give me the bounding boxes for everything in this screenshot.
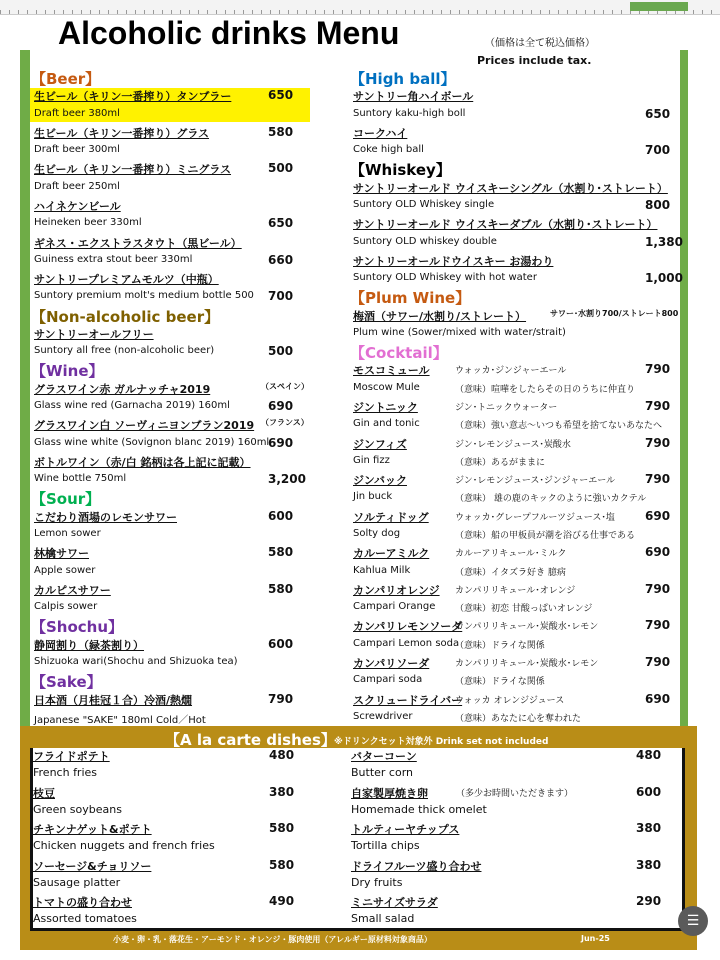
carte-left-dish-price: 580 xyxy=(269,821,295,835)
left-item-english: Heineken beer 330ml xyxy=(34,217,142,229)
carte-left-dish-name: チキンナゲット&ポテト xyxy=(33,823,152,836)
carte-right-dish-price: 380 xyxy=(636,857,662,872)
right-item-price: 790 xyxy=(645,435,671,450)
right-item-desc: カルーアリキュール･ミルク xyxy=(455,549,567,560)
right-item-english: Campari soda xyxy=(353,674,423,686)
right-item-price: 690 xyxy=(645,508,671,523)
right-item-name: ジントニック xyxy=(353,401,418,415)
carte-left-dish-english: French fries xyxy=(33,766,98,779)
left-item-price: 580 xyxy=(268,581,294,596)
carte-left-dish-english: Assorted tomatoes xyxy=(33,912,137,925)
left-item-price: 600 xyxy=(268,508,294,523)
left-item-name: 生ビール（キリン一番搾り）ミニグラス xyxy=(34,163,232,177)
right-item-english: Suntory OLD Whiskey with hot water xyxy=(353,272,537,284)
left-item-english: Calpis sower xyxy=(34,601,98,613)
right-item-name: サントリーオールド ウイスキーシングル（水割り･ストレート） xyxy=(353,181,668,195)
carte-right-dish-price: 600 xyxy=(636,784,662,799)
left-item-name: ボトルワイン（赤/白 銘柄は各上記に記載） xyxy=(34,455,251,469)
left-item-name: 静岡割り（緑茶割り） xyxy=(34,638,144,652)
right-section-heading: 【High ball】 xyxy=(350,70,456,88)
left-item-english: Japanese "SAKE" 180ml Cold／Hot xyxy=(34,714,206,726)
left-item-price: 500 xyxy=(268,344,294,359)
right-section-heading: 【Plum Wine】 xyxy=(350,289,471,308)
left-item-english: Apple sower xyxy=(34,564,96,576)
carte-left-dish-name: フライドポテト xyxy=(33,750,110,763)
left-item-english: Lemon sower xyxy=(34,528,101,539)
left-item-english: Draft beer 250ml xyxy=(34,180,120,192)
right-item-desc: ジン･トニックウォーター xyxy=(455,403,558,414)
page-title: Alcoholic drinks Menu xyxy=(58,15,400,51)
gold-border-left xyxy=(20,726,30,950)
right-item-english: Gin fizz xyxy=(353,454,390,466)
right-item-english: Jin buck xyxy=(353,491,393,503)
right-item-price: 700 xyxy=(645,143,671,158)
left-item-note: （スペイン） xyxy=(261,381,309,391)
right-item-english: Moscow Mule xyxy=(353,381,420,393)
right-item-name: コークハイ xyxy=(353,126,408,140)
left-item-english: Draft beer 380ml xyxy=(34,107,120,119)
carte-left-dish-price: 380 xyxy=(269,784,295,799)
right-item-english: Suntory OLD Whiskey single xyxy=(353,198,495,210)
right-item-english: Suntory OLD whiskey double xyxy=(353,235,497,247)
right-section-heading: 【Cocktail】 xyxy=(350,344,448,363)
right-item-meaning: （意味）イタズラ好き 臆病 xyxy=(455,567,566,578)
right-item-meaning: （意味） 雄の鹿のキックのように強いカクテル xyxy=(455,494,647,505)
carte-left-dish-price: 580 xyxy=(269,857,295,872)
right-item-price: 790 xyxy=(645,581,671,596)
carte-right-dish-english: Dry fruits xyxy=(351,875,403,889)
carte-right-dish-name: トルティーヤチップス xyxy=(351,823,460,836)
carte-left-dish-name: 枝豆 xyxy=(33,786,55,800)
right-item-english: Screwdriver xyxy=(353,710,413,722)
right-item-meaning: （意味）ドライな関係 xyxy=(455,640,545,651)
carte-left-dish-english: Green soybeans xyxy=(33,802,122,816)
right-section-heading: 【Whiskey】 xyxy=(350,161,451,180)
right-item-name: カンパリソーダ xyxy=(353,656,430,670)
right-item-name: カンパリレモンソーダ xyxy=(353,620,463,634)
left-item-note: （フランス） xyxy=(261,418,309,428)
left-section-heading: 【Sake】 xyxy=(31,673,102,692)
translate-icon[interactable]: ☰ xyxy=(678,906,708,936)
left-item-name: 林檎サワー xyxy=(34,547,89,561)
left-item-price: 650 xyxy=(268,216,294,231)
right-item-name: モスコミュール xyxy=(353,364,430,378)
left-item-name: 生ビール（キリン一番搾り）グラス xyxy=(34,126,210,140)
right-item-price: 790 xyxy=(645,399,671,414)
right-item-name: サントリー角ハイボール xyxy=(353,90,474,104)
right-item-name: ソルティドッグ xyxy=(353,510,429,524)
left-item-english: Suntory premium molt's medium bottle 500 xyxy=(34,290,254,302)
left-item-name: サントリーオールフリー xyxy=(34,327,154,341)
left-item-price: 690 xyxy=(268,399,294,414)
right-item-desc: ジン･レモンジュース･炭酸水 xyxy=(455,439,571,450)
header-tab-bar xyxy=(630,2,688,11)
right-item-name: スクリュードライバー xyxy=(353,693,463,707)
left-item-price: 660 xyxy=(268,252,294,267)
left-item-english: Guiness extra stout beer 330ml xyxy=(34,253,193,265)
right-item-english: Solty dog xyxy=(353,528,401,539)
left-item-name: グラスワイン白 ソーヴィニヨンブラン2019 xyxy=(34,419,255,433)
right-item-meaning: （意味）船の甲板員が潮を浴びる仕事である xyxy=(455,531,636,541)
right-item-english: Campari Orange xyxy=(353,601,436,613)
left-item-name: カルピスサワー xyxy=(34,583,111,597)
right-item-desc: ジン･レモンジュース･ジンジャーエール xyxy=(455,476,616,487)
right-item-price: 790 xyxy=(645,654,671,669)
left-item-price: 580 xyxy=(268,545,294,560)
left-item-price: 580 xyxy=(268,124,294,139)
right-item-desc: カンパリリキュール･炭酸水･レモン xyxy=(455,658,599,669)
right-item-english: Suntory kaku-high boll xyxy=(353,107,466,119)
left-item-price: 700 xyxy=(268,289,294,304)
left-item-english: Draft beer 300ml xyxy=(34,144,120,156)
left-item-english: Glass wine white (Sovignon blanc 2019) 160ml xyxy=(34,436,270,448)
carte-left-dish-name: トマトの盛り合わせ xyxy=(33,896,132,909)
carte-right-dish-price: 290 xyxy=(636,894,662,908)
right-item-price: 650 xyxy=(645,106,671,121)
right-item-english: Kahlua Milk xyxy=(353,564,411,576)
carte-left-dish-english: Chicken nuggets and french fries xyxy=(33,839,215,852)
carte-right-dish-name: ミニサイズサラダ xyxy=(351,896,438,909)
right-item-price: 1,380 xyxy=(645,234,683,249)
right-item-price: 790 xyxy=(645,618,671,633)
allergen-footer: 小麦・卵・乳・落花生・アーモンド・オレンジ・豚肉使用（アレルギー原材料対象商品） xyxy=(113,935,432,944)
right-item-english: Plum wine (Sower/mixed with water/strait) xyxy=(353,326,566,338)
carte-right-dish-english: Homemade thick omelet xyxy=(351,802,487,816)
carte-left-dish-price: 490 xyxy=(269,894,295,908)
right-item-note: サワー･水割り700/ストレート800 xyxy=(550,308,679,318)
right-item-meaning: （意味）喧嘩をしたらその日のうちに仲直り xyxy=(455,384,636,395)
carte-right-dish-price: 480 xyxy=(636,748,662,762)
right-item-name: カンパリオレンジ xyxy=(353,583,440,597)
right-item-name: ジンバック xyxy=(353,474,407,488)
right-item-price: 800 xyxy=(645,197,671,212)
carte-right-dish-price: 380 xyxy=(636,821,662,835)
right-item-desc: カンパリリキュール･炭酸水･レモン xyxy=(455,622,599,633)
left-item-price: 650 xyxy=(268,88,294,103)
left-item-english: Glass wine red (Garnacha 2019) 160ml xyxy=(34,400,230,412)
carte-left-dish-price: 480 xyxy=(269,748,295,762)
carte-right-dish-name: バターコーン xyxy=(351,750,417,763)
left-item-price: 690 xyxy=(268,435,294,450)
left-item-price: 3,200 xyxy=(268,472,306,487)
right-item-name: 梅酒（サワー/水割り/ストレート） xyxy=(353,309,527,323)
left-item-price: 790 xyxy=(268,691,294,706)
right-item-name: カルーアミルク xyxy=(353,547,430,561)
left-item-price: 600 xyxy=(268,636,294,651)
left-item-english: Wine bottle 750ml xyxy=(34,473,127,485)
left-item-english: Suntory all free (non-alcoholic beer) xyxy=(34,345,215,357)
footer-date: Jun-25 xyxy=(581,934,610,943)
right-item-meaning: （意味）あなたに心を奪われた xyxy=(455,713,582,724)
carte-right-dish-english: Small salad xyxy=(351,912,415,925)
carte-right-dish-note: （多少お時間いただきます） xyxy=(456,788,574,799)
right-item-english: Gin and tonic xyxy=(353,418,420,430)
left-item-name: 生ビール（キリン一番搾り）タンブラー xyxy=(34,90,232,104)
right-item-price: 1,000 xyxy=(645,271,683,286)
carte-left-dish-english: Sausage platter xyxy=(33,875,121,889)
right-item-desc: ウォッカ･グレープフルーツジュース･塩 xyxy=(455,512,615,523)
ruler xyxy=(0,0,720,15)
left-section-heading: 【Shochu】 xyxy=(31,618,124,637)
left-item-name: サントリープレミアムモルツ（中瓶） xyxy=(34,273,219,287)
left-item-price: 500 xyxy=(268,161,294,176)
right-item-desc: ウォッカ オレンジジュース xyxy=(455,695,565,706)
right-item-meaning: （意味）強い意志～いつも希望を捨てないあなたへ xyxy=(455,421,663,432)
left-section-heading: 【Sour】 xyxy=(31,490,101,509)
left-item-english: Shizuoka wari(Shochu and Shizuoka tea) xyxy=(34,655,238,667)
tax-note-jp: （価格は全て税込価格） xyxy=(485,38,595,49)
left-section-heading: 【Wine】 xyxy=(31,362,104,381)
carte-right-dish-english: Butter corn xyxy=(351,766,414,779)
carte-right-dish-name: ドライフルーツ盛り合わせ xyxy=(351,859,482,873)
left-item-name: 日本酒（月桂冠１合）冷酒/熱燗 xyxy=(34,693,193,707)
right-item-price: 690 xyxy=(645,691,671,706)
left-section-heading: 【Beer】 xyxy=(31,70,101,88)
right-item-name: ジンフィズ xyxy=(353,437,407,451)
right-item-english: Coke high ball xyxy=(353,144,424,156)
carte-left-dish-name: ソーセージ&チョリソー xyxy=(33,859,152,873)
right-item-price: 690 xyxy=(645,545,671,560)
tax-note-en: Prices include tax. xyxy=(477,54,592,67)
left-item-name: グラスワイン赤 ガルナッチャ2019 xyxy=(34,382,211,396)
right-item-name: サントリーオールド ウイスキーダブル（水割り･ストレート） xyxy=(353,218,658,232)
right-item-name: サントリーオールドウイスキー お湯わり xyxy=(353,254,554,268)
left-item-name: ハイネケンビール xyxy=(34,199,121,213)
left-item-name: こだわり酒場のレモンサワー xyxy=(34,510,177,524)
right-item-price: 790 xyxy=(645,472,671,487)
right-item-english: Campari Lemon soda xyxy=(353,637,460,649)
left-item-name: ギネス・エクストラスタウト（黒ビール） xyxy=(34,236,242,250)
right-item-desc: ウォッカ･ジンジャーエール xyxy=(455,366,567,377)
right-item-desc: カンパリリキュール･オレンジ xyxy=(455,585,576,596)
carte-right-dish-english: Tortilla chips xyxy=(351,839,420,852)
right-item-price: 790 xyxy=(645,362,671,377)
carte-note: ※ドリンクセット対象外 Drink set not included xyxy=(334,737,549,747)
right-item-meaning: （意味）ドライな関係 xyxy=(455,677,545,688)
carte-right-dish-name: 自家製厚焼き卵 xyxy=(351,786,428,800)
carte-heading: 【A la carte dishes】 xyxy=(165,731,336,749)
right-item-meaning: （意味）初恋 甘酸っぱいオレンジ xyxy=(455,604,593,615)
left-section-heading: 【Non-alcoholic beer】 xyxy=(31,307,220,326)
right-item-meaning: （意味）あるがままに xyxy=(455,457,546,468)
